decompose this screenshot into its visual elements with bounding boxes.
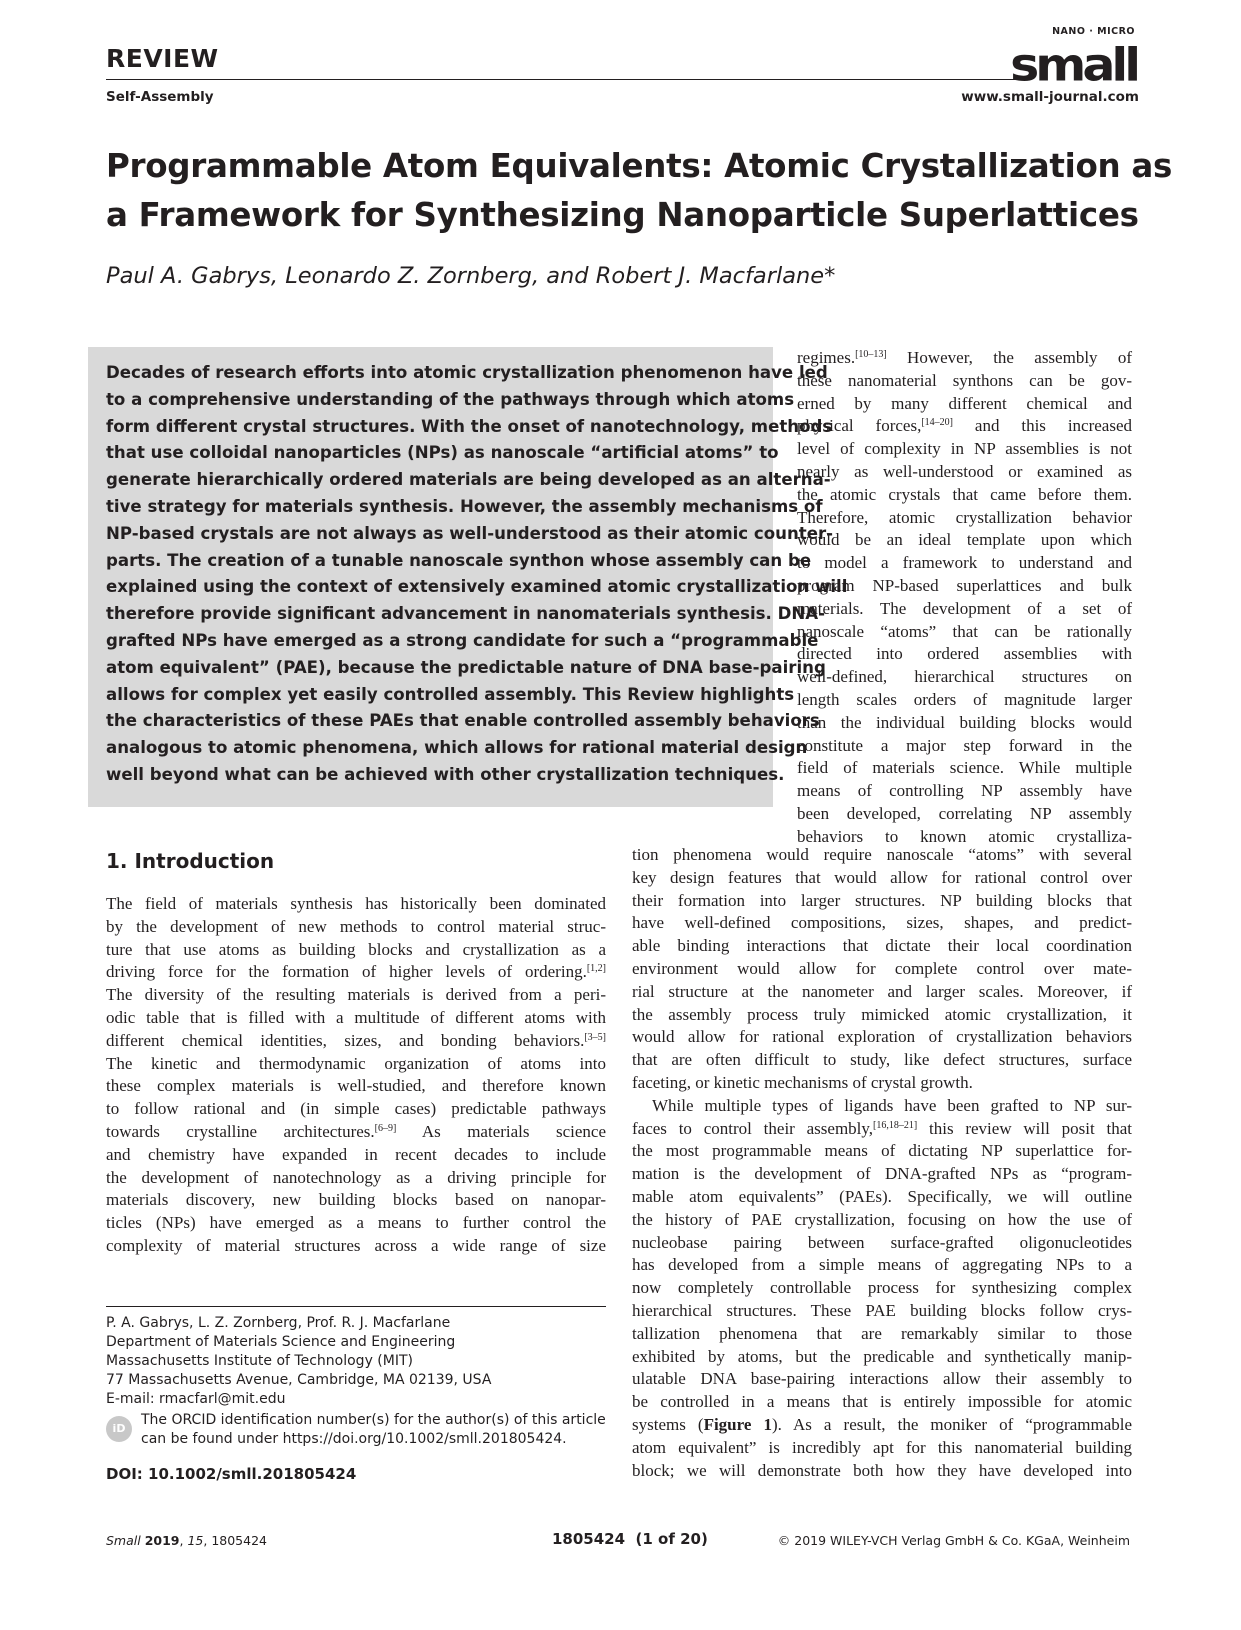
- title-line: Programmable Atom Equivalents: Atomic Crystallization as: [106, 147, 1173, 185]
- body-line: tallization phenomena that are remarkably similar to those: [632, 1323, 1132, 1343]
- orcid-line: The ORCID identification number(s) for the author(s) of this article: [141, 1412, 606, 1428]
- abstract-line: Decades of research efforts into atomic crystallization phenomenon have led: [106, 363, 828, 382]
- body-line: erned by many different chemical and: [797, 393, 1132, 413]
- body-line: behaviors to known atomic crystalliza-: [797, 826, 1132, 846]
- affiliation-line: Massachusetts Institute of Technology (MIT): [106, 1353, 413, 1369]
- right-column-top: [797, 347, 1132, 849]
- body-line: the atomic crystals that came before them.: [797, 484, 1132, 504]
- abstract-line: analogous to atomic phenomena, which allows for rational material design: [106, 738, 808, 758]
- footer-journal: Small: [106, 1533, 141, 1548]
- body-line: Therefore, atomic crystallization behavior: [797, 507, 1132, 527]
- abstract-line: to a comprehensive understanding of the pathways through which atoms: [106, 389, 795, 409]
- abstract-line: explained using the context of extensively examined atomic crystallization will: [106, 577, 848, 597]
- body-line: rial structure at the nanometer and larger scales. Moreover, if: [632, 981, 1132, 1001]
- body-line: tion phenomena would require nanoscale “atoms” with several: [632, 845, 1132, 864]
- body-line: has developed from a simple means of aggregating NPs to a: [632, 1255, 1132, 1275]
- section-heading: 1. Introduction: [106, 849, 275, 873]
- body-line: program NP-based superlattices and bulk: [797, 575, 1132, 595]
- body-line: ulatable DNA base-pairing interactions allow their assembly to: [632, 1369, 1132, 1389]
- abstract-line: that use colloidal nanoparticles (NPs) as nanoscale “artificial atoms” to: [106, 443, 779, 463]
- left-column-body: [106, 893, 606, 1258]
- abstract-line: atom equivalent” (PAE), because the predictable nature of DNA base-pairing: [106, 657, 826, 677]
- abstract-line: well beyond what can be achieved with other crystallization techniques.: [106, 764, 785, 784]
- journal-website: www.small-journal.com: [961, 89, 1139, 105]
- body-line: the assembly process truly mimicked atomic crystallization, it: [632, 1004, 1132, 1024]
- page-number: 1805424 (1 of 20): [552, 1530, 708, 1548]
- body-line: constitute a major step forward in the: [797, 735, 1132, 755]
- body-line: these complex materials is well-studied, and therefore known: [106, 1076, 606, 1096]
- footer-year: 2019: [144, 1533, 180, 1548]
- body-line: to model a framework to understand and: [797, 553, 1132, 573]
- body-line: exhibited by atoms, but the predicable and synthetically manip-: [632, 1346, 1132, 1366]
- body-line: would be an ideal template upon which: [797, 530, 1132, 550]
- journal-logo: [1010, 26, 1137, 92]
- footer-citation: Small 2019, 15, 1805424: [106, 1533, 267, 1548]
- body-line: well-defined, hierarchical structures on: [797, 667, 1132, 687]
- body-line: The diversity of the resulting materials is derived from a peri-: [106, 985, 606, 1005]
- title-line: a Framework for Synthesizing Nanoparticle Superlattices: [106, 196, 1139, 234]
- body-line: towards crystalline architectures.[6–9] As materials science: [106, 1121, 607, 1141]
- body-line: to follow rational and (in simple cases) predictable pathways: [106, 1099, 606, 1119]
- body-line: length scales orders of magnitude larger: [797, 689, 1132, 709]
- body-line: faces to control their assembly,[16,18–21] this review will posit that: [632, 1118, 1132, 1138]
- abstract-line: generate hierarchically ordered materials are being developed as an alterna-: [106, 470, 831, 490]
- author-list: Paul A. Gabrys, Leonardo Z. Zornberg, and Robert J. Macfarlane*: [106, 263, 836, 289]
- body-line: the development of nanotechnology as a driving principle for: [106, 1167, 606, 1187]
- body-line: nearly as well-understood or examined as: [797, 461, 1132, 481]
- body-line: different chemical identities, sizes, and bonding behaviors.[3–5]: [106, 1030, 606, 1050]
- abstract-text: [106, 360, 848, 789]
- doi-link[interactable]: DOI: 10.1002/smll.201805424: [106, 1465, 357, 1483]
- copyright: © 2019 WILEY-VCH Verlag GmbH & Co. KGaA, Weinheim: [777, 1533, 1130, 1548]
- body-line: these nanomaterial synthons can be gov-: [797, 370, 1132, 390]
- article-type-label: REVIEW: [106, 44, 219, 73]
- body-line: mation is the development of DNA-grafted NPs as “program-: [632, 1164, 1132, 1184]
- footnote-rule: [106, 1306, 606, 1307]
- body-line: complexity of material structures across a wide range of size: [106, 1235, 606, 1255]
- orcid-link[interactable]: can be found under https://doi.org/10.1002/smll.201805424.: [141, 1431, 567, 1447]
- body-line: means of controlling NP assembly have: [797, 781, 1132, 801]
- body-line: faceting, or kinetic mechanisms of crystal growth.: [632, 1072, 973, 1092]
- footer-volume: 15: [187, 1533, 204, 1548]
- body-line: block; we will demonstrate both how they have developed into: [632, 1460, 1132, 1480]
- email-link[interactable]: E-mail: rmacfarl@mit.edu: [106, 1391, 286, 1407]
- abstract-box: [88, 347, 848, 807]
- body-line: have well-defined compositions, sizes, shapes, and predict-: [632, 913, 1132, 933]
- body-line: materials discovery, new building blocks based on nanopar-: [106, 1190, 606, 1210]
- body-line: that are often difficult to study, like defect structures, surface: [632, 1050, 1132, 1070]
- abstract-line: allows for complex yet easily controlled assembly. This Review highlights: [106, 684, 795, 704]
- body-line: their formation into larger structures. NP building blocks that: [632, 890, 1132, 910]
- body-line: the history of PAE crystallization, focusing on how the use of: [632, 1209, 1132, 1229]
- journal-logo-name: small: [1010, 39, 1137, 92]
- body-line: driving force for the formation of higher levels of ordering.[1,2]: [106, 962, 606, 982]
- body-line: the most programmable means of dictating NP superlattice for-: [632, 1141, 1132, 1161]
- body-line: directed into ordered assemblies with: [797, 644, 1132, 664]
- header-rule: [106, 79, 1026, 80]
- body-line: been developed, correlating NP assembly: [797, 803, 1132, 823]
- body-line: environment would allow for complete control over mate-: [632, 958, 1132, 978]
- orcid-note: [141, 1411, 606, 1449]
- abstract-line: form different crystal structures. With the onset of nanotechnology, methods: [106, 416, 833, 436]
- section-label: Self-Assembly: [106, 89, 214, 105]
- journal-logo-tagline: NANO · MICRO: [1052, 26, 1135, 37]
- body-line: now completely controllable process for synthesizing complex: [632, 1278, 1132, 1298]
- body-line: by the development of new methods to control material struc-: [106, 916, 606, 936]
- orcid-icon: iD: [106, 1416, 132, 1442]
- body-line: odic table that is filled with a multitude of different atoms with: [106, 1007, 606, 1027]
- body-line: The field of materials synthesis has historically been dominated: [106, 894, 606, 913]
- body-line: While multiple types of ligands have been grafted to NP sur-: [652, 1095, 1132, 1115]
- body-line: atom equivalent” is incredibly apt for this nanomaterial building: [632, 1437, 1132, 1457]
- body-line: field of materials science. While multiple: [797, 758, 1132, 778]
- abstract-line: grafted NPs have emerged as a strong candidate for such a “programmable: [106, 630, 819, 650]
- body-line: key design features that would allow for rational control over: [632, 867, 1132, 887]
- abstract-line: parts. The creation of a tunable nanoscale synthon whose assembly can be: [106, 550, 812, 570]
- body-line: The kinetic and thermodynamic organization of atoms into: [106, 1053, 606, 1073]
- body-line: nanoscale “atoms” that can be rationally: [797, 621, 1132, 641]
- body-line: materials. The development of a set of: [797, 598, 1132, 618]
- affiliation-line: 77 Massachusetts Avenue, Cambridge, MA 02139, USA: [106, 1372, 492, 1388]
- body-line: hierarchical structures. These PAE building blocks follow crys-: [632, 1300, 1132, 1320]
- body-line: be controlled in a means that is entirely impossible for atomic: [632, 1392, 1132, 1412]
- body-line: and chemistry have expanded in recent decades to include: [106, 1144, 606, 1164]
- body-line: nucleobase pairing between surface-grafted oligonucleotides: [632, 1232, 1132, 1252]
- body-line: ticles (NPs) have emerged as a means to further control the: [106, 1213, 606, 1233]
- body-line: able binding interactions that dictate their local coordination: [632, 936, 1132, 956]
- footer-article: 1805424: [211, 1533, 267, 1548]
- body-line: physical forces,[14–20] and this increased: [797, 416, 1132, 436]
- body-line: level of complexity in NP assemblies is not: [797, 439, 1132, 459]
- author-affiliation: [106, 1314, 491, 1409]
- body-line: systems (Figure 1). As a result, the moniker of “programmable: [632, 1414, 1133, 1434]
- body-line: mable atom equivalents” (PAEs). Specifically, we will outline: [632, 1186, 1132, 1206]
- body-line: regimes.[10–13] However, the assembly of: [797, 348, 1132, 367]
- abstract-line: therefore provide significant advancement in nanomaterials synthesis. DNA-: [106, 604, 826, 624]
- abstract-line: tive strategy for materials synthesis. However, the assembly mechanisms of: [106, 496, 823, 516]
- affiliation-line: P. A. Gabrys, L. Z. Zornberg, Prof. R. J. Macfarlane: [106, 1315, 451, 1331]
- body-line: than the individual building blocks would: [797, 712, 1132, 732]
- right-column-bottom: [632, 844, 1132, 1482]
- affiliation-line: Department of Materials Science and Engineering: [106, 1334, 456, 1350]
- abstract-line: NP-based crystals are not always as well-understood as their atomic counter-: [106, 523, 834, 543]
- body-line: would allow for rational exploration of crystallization behaviors: [632, 1027, 1132, 1047]
- article-title: [106, 142, 1173, 240]
- body-line: ture that use atoms as building blocks and crystallization as a: [106, 939, 606, 959]
- abstract-line: the characteristics of these PAEs that enable controlled assembly behaviors: [106, 711, 820, 731]
